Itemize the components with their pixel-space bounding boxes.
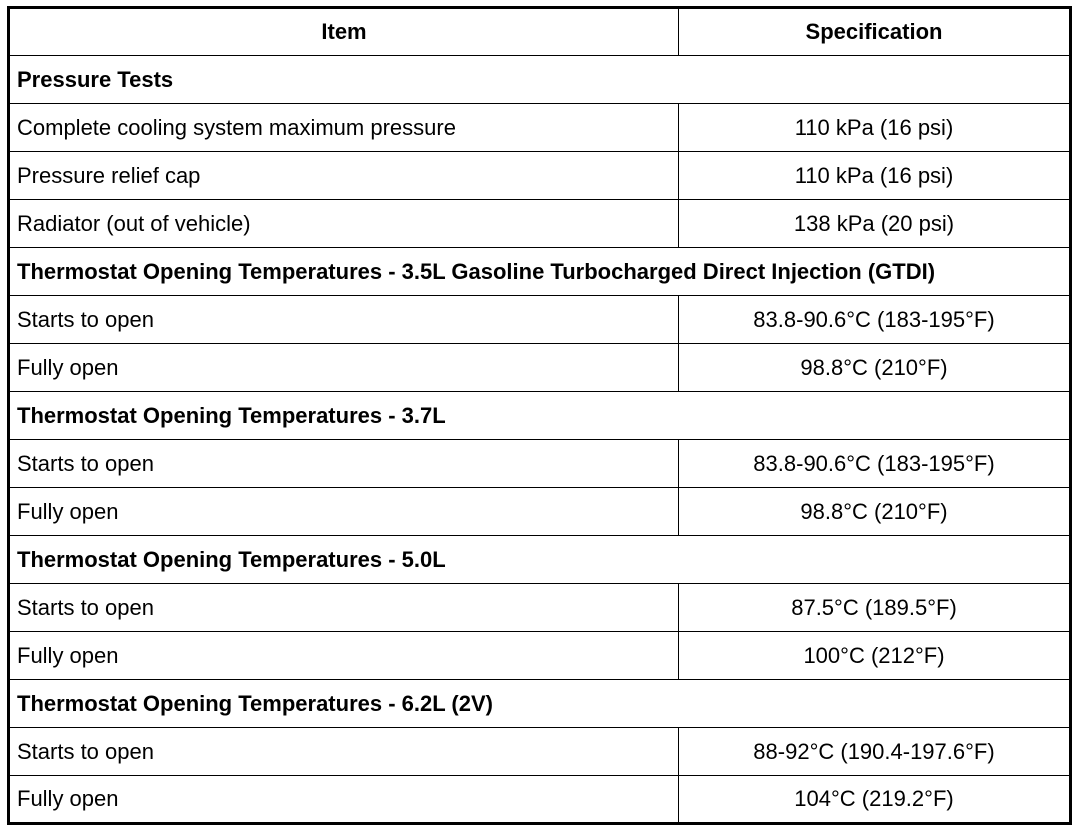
table-row [9, 632, 1071, 680]
spec-cell: 83.8-90.6°C (183-195°F) [679, 440, 1071, 488]
spec-cell: 88-92°C (190.4-197.6°F) [679, 728, 1071, 776]
table-row [9, 104, 1071, 152]
spec-cell: 110 kPa (16 psi) [679, 152, 1071, 200]
spec-cell: 98.8°C (210°F) [679, 344, 1071, 392]
specification-column-header: Specification [679, 8, 1071, 56]
spec-cell: 100°C (212°F) [679, 632, 1071, 680]
spec-cell: 138 kPa (20 psi) [679, 200, 1071, 248]
spec-cell: 98.8°C (210°F) [679, 488, 1071, 536]
item-cell: Starts to open [9, 440, 679, 488]
section-row [9, 680, 1071, 728]
item-cell: Complete cooling system maximum pressure [9, 104, 679, 152]
item-cell: Starts to open [9, 296, 679, 344]
item-cell: Radiator (out of vehicle) [9, 200, 679, 248]
item-cell: Fully open [9, 488, 679, 536]
item-cell: Fully open [9, 344, 679, 392]
section-title: Pressure Tests [9, 56, 1071, 104]
item-cell: Fully open [9, 632, 679, 680]
specification-table [7, 6, 1072, 825]
table-row [9, 200, 1071, 248]
spec-cell: 104°C (219.2°F) [679, 776, 1071, 824]
table-row [9, 728, 1071, 776]
table-row [9, 488, 1071, 536]
item-cell: Starts to open [9, 584, 679, 632]
section-title: Thermostat Opening Temperatures - 6.2L (2V) [9, 680, 1071, 728]
table-row [9, 584, 1071, 632]
section-title: Thermostat Opening Temperatures - 3.7L [9, 392, 1071, 440]
item-cell: Pressure relief cap [9, 152, 679, 200]
table-row [9, 440, 1071, 488]
table-row [9, 344, 1071, 392]
section-row [9, 392, 1071, 440]
table-row [9, 152, 1071, 200]
spec-cell: 110 kPa (16 psi) [679, 104, 1071, 152]
spec-cell: 83.8-90.6°C (183-195°F) [679, 296, 1071, 344]
item-column-header: Item [9, 8, 679, 56]
section-row [9, 536, 1071, 584]
item-cell: Fully open [9, 776, 679, 824]
section-title: Thermostat Opening Temperatures - 5.0L [9, 536, 1071, 584]
table-row [9, 296, 1071, 344]
section-row [9, 248, 1071, 296]
item-cell: Starts to open [9, 728, 679, 776]
section-row [9, 56, 1071, 104]
header-row [9, 8, 1071, 56]
spec-cell: 87.5°C (189.5°F) [679, 584, 1071, 632]
table-row [9, 776, 1071, 824]
section-title: Thermostat Opening Temperatures - 3.5L Gasoline Turbocharged Direct Injection (GTDI) [9, 248, 1071, 296]
